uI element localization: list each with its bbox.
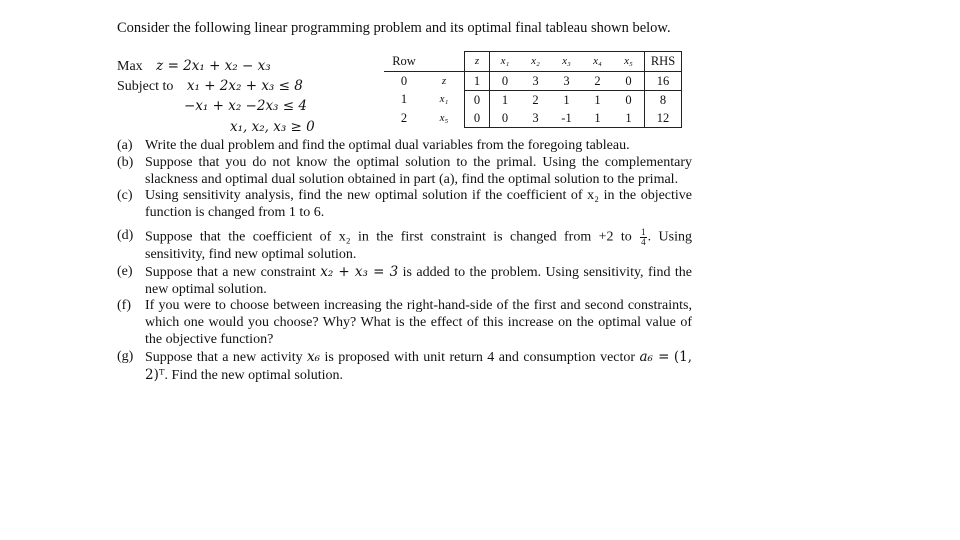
lp-formulation	[117, 58, 407, 138]
part-c-label: (c)	[117, 188, 133, 204]
consumption-vector-value: (1, 2)ᵀ	[145, 348, 693, 383]
cell-x1: 0	[490, 72, 521, 91]
part-c	[117, 188, 692, 222]
max-label: Max	[117, 59, 143, 74]
cell-x5: 0	[613, 91, 645, 110]
part-a-label: (a)	[117, 138, 133, 153]
question-parts	[117, 138, 692, 384]
part-b-text: Suppose that you do not know the optimal solution to the primal. Using the complementary slackness and optimal dual solution obtained in part (a), find the optimal solution to the primal.	[145, 154, 692, 187]
optimal-tableau	[384, 51, 682, 128]
row-number: 0	[400, 73, 408, 88]
cell-x4: 1	[582, 91, 613, 110]
tableau-row-1	[384, 91, 682, 110]
part-g-text-after: . Find the new optimal solution.	[164, 367, 344, 383]
part-b	[117, 155, 692, 189]
part-d-label: (d)	[117, 227, 134, 243]
cell-x4: 1	[582, 109, 613, 128]
subject-to-label: Subject to	[117, 79, 174, 94]
cell-x2: 3	[520, 109, 551, 128]
cell-x4: 2	[594, 73, 601, 88]
basic-variable: x₅	[439, 111, 449, 124]
cell-x5: 0	[625, 73, 632, 88]
constraint-2: −x₁ + x₂ −2x₃ ≤ 4	[184, 98, 307, 114]
part-e	[117, 264, 692, 299]
part-c-text: Using sensitivity analysis, find the new optimal solution if the coefficient of x₂ in the objective function is changed from 1 to 6.	[145, 188, 692, 221]
cell-x3: -1	[551, 109, 582, 128]
header-x3: x₃	[551, 52, 582, 72]
cell-x3: 1	[551, 91, 582, 110]
part-g-text-mid: is proposed with unit return 4 and consumption vector	[324, 349, 636, 365]
fraction-one-quarter	[640, 228, 647, 247]
part-g-label: (g)	[117, 348, 134, 364]
part-e-text-before: Suppose that a new constraint	[145, 264, 316, 280]
header-x1: x₁	[490, 52, 521, 72]
part-f	[117, 298, 692, 348]
part-a-text: Write the dual problem and find the optimal dual variables from the foregoing tableau.	[145, 138, 630, 153]
part-b-label: (b)	[117, 154, 134, 170]
fraction-denominator: 4	[641, 236, 646, 247]
cell-x5: 1	[613, 109, 645, 128]
tableau-row-0	[384, 72, 682, 91]
constraint-1-line	[117, 78, 303, 96]
cell-x1: 1	[490, 91, 521, 110]
cell-rhs: 8	[645, 91, 682, 110]
constraint-1: x₁ + 2x₂ + x₃ ≤ 8	[186, 78, 303, 94]
fraction-numerator: 1	[641, 226, 646, 237]
part-e-text-after: is added to the problem. Using sensitivity, find the new optimal solution.	[145, 264, 693, 297]
cell-z: 0	[465, 91, 490, 110]
row-number: 1	[400, 92, 408, 107]
header-basic	[424, 52, 465, 72]
cell-rhs: 12	[645, 109, 682, 128]
part-g	[117, 349, 692, 385]
header-x4: x₄	[582, 52, 613, 72]
cell-x2: 2	[520, 91, 551, 110]
header-z: z	[465, 52, 490, 72]
header-rhs: RHS	[645, 52, 682, 72]
objective-function: z = 2x₁ + x₂ − x₃	[156, 58, 271, 74]
row-number: 2	[400, 110, 408, 125]
cell-x2: 3	[532, 73, 539, 88]
part-f-text: If you were to choose between increasing the right-hand-side of the first and second constraints, which one would you choose? Why? What is the effect of this increase on the optimal value of the objective function?	[145, 298, 692, 347]
nonnegativity-line	[230, 119, 315, 137]
cell-z: 0	[465, 109, 490, 128]
activity-variable-math: x₆	[307, 348, 321, 365]
objective-line	[117, 58, 271, 76]
tableau-header-row	[384, 52, 682, 72]
consumption-vector-symbol: a₆ =	[639, 348, 670, 365]
cell-rhs: 16	[645, 72, 682, 91]
part-d-text-before: Suppose that the coefficient of x₂ in the first constraint is changed from +2 to	[145, 229, 632, 245]
cell-x3: 3	[563, 73, 570, 88]
part-d-text-after: . Using sensitivity, find new optimal solution.	[145, 229, 693, 262]
part-g-text-before: Suppose that a new activity	[145, 349, 303, 365]
basic-variable: x₁	[439, 93, 449, 106]
part-d	[117, 228, 692, 264]
cell-z: 1	[465, 72, 490, 91]
cell-x1: 0	[490, 109, 521, 128]
part-f-label: (f)	[117, 298, 131, 314]
new-constraint-math: x₂ + x₃ = 3	[320, 263, 399, 280]
nonnegativity-constraint: x₁, x₂, x₃ ≥ 0	[230, 119, 315, 135]
header-row: Row	[384, 52, 424, 72]
header-x5: x₅	[613, 52, 645, 72]
problem-intro: Consider the following linear programming problem and its optimal final tableau shown below.	[117, 20, 671, 36]
tableau-row-2	[384, 109, 682, 128]
part-a	[117, 138, 692, 155]
basic-variable: z	[441, 74, 447, 87]
part-e-label: (e)	[117, 263, 133, 279]
constraint-2-line	[184, 98, 307, 116]
header-x2: x₂	[520, 52, 551, 72]
